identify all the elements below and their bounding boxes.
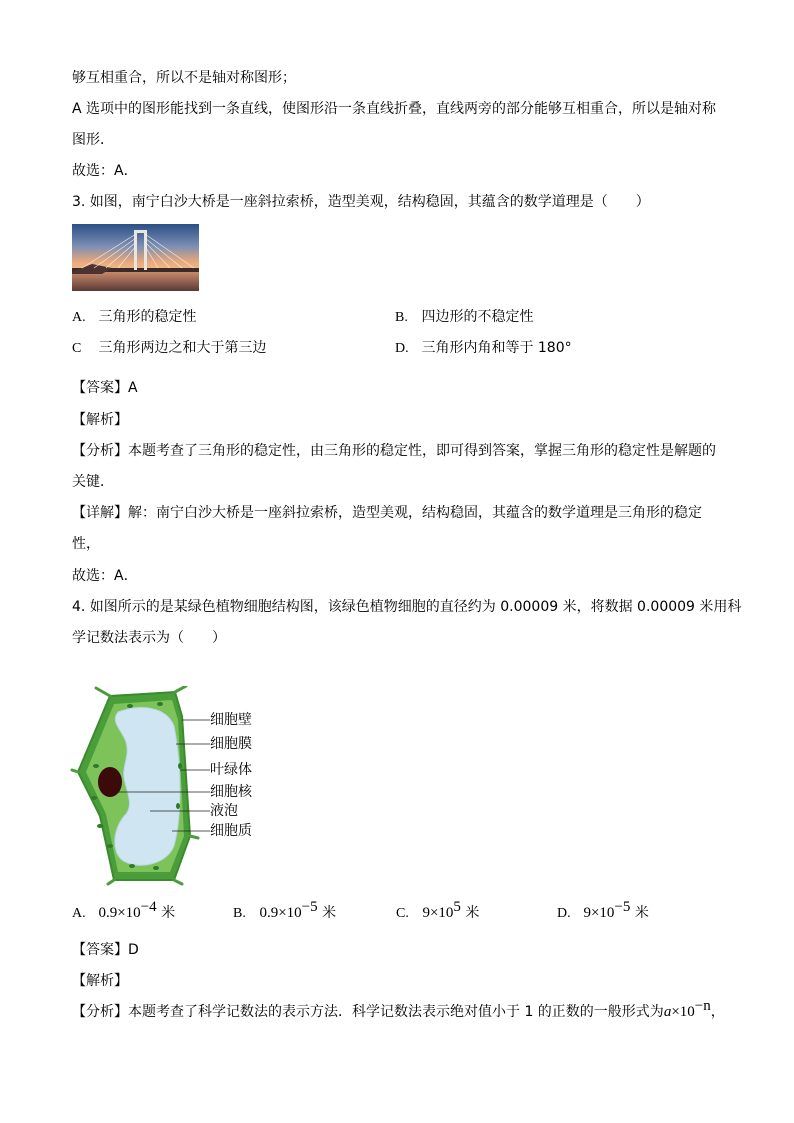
option-text: 三角形的稳定性 xyxy=(98,309,197,325)
option-letter: D. xyxy=(557,906,571,921)
option-unit: 米 xyxy=(161,905,176,921)
question-4-stem: 4. 如图所示的是某绿色植物细胞结构图，该绿色植物细胞的直径约为 0.00009 米，将数据 0.00009 米用科 xyxy=(72,599,742,615)
bridge-photo xyxy=(72,224,199,291)
option-text: 三角形两边之和大于第三边 xyxy=(98,340,267,356)
text-line: 够互相重合，所以不是轴对称图形； xyxy=(72,70,296,86)
conclusion-text: 故选：A． xyxy=(72,568,138,584)
option-text: 三角形内角和等于 180° xyxy=(421,340,572,356)
option-a xyxy=(72,899,176,924)
option-c xyxy=(72,338,266,359)
option-a xyxy=(72,307,196,328)
label-cell-membrane: 细胞膜 xyxy=(210,736,252,752)
formula-base: ×10 xyxy=(671,1004,695,1020)
question-4-stem: 学记数法表示为（ ） xyxy=(72,630,226,646)
option-c xyxy=(396,899,480,924)
answer-label: 【答案】D xyxy=(72,942,139,958)
option-exponent: 5 xyxy=(453,899,461,915)
option-letter: C. xyxy=(396,906,409,921)
option-b xyxy=(395,307,533,328)
question-3-stem: 3. 如图，南宁白沙大桥是一座斜拉索桥，造型美观，结构稳固，其蕴含的数学道理是（ ） xyxy=(72,194,650,210)
option-base: 9×10 xyxy=(422,905,454,921)
label-cell-wall: 细胞壁 xyxy=(210,712,252,728)
option-base: 9×10 xyxy=(583,905,615,921)
detail-text: 【详解】解：南宁白沙大桥是一座斜拉索桥，造型美观，结构稳固，其蕴含的数学道理是三角形的稳定 xyxy=(72,505,702,521)
answer-label: 【答案】A xyxy=(72,380,138,396)
option-unit: 米 xyxy=(465,905,480,921)
label-nucleus: 细胞核 xyxy=(210,784,252,800)
option-text: 四边形的不稳定性 xyxy=(421,309,534,325)
detail-text: 性， xyxy=(72,536,100,552)
option-unit: 米 xyxy=(634,905,649,921)
option-d xyxy=(557,899,649,924)
option-unit: 米 xyxy=(322,905,337,921)
analysis-title: 【解析】 xyxy=(72,412,128,428)
analysis-text: 【分析】本题考查了三角形的稳定性，由三角形的稳定性，即可得到答案，掌握三角形的稳定性是解题的 xyxy=(72,443,716,459)
label-cytoplasm: 细胞质 xyxy=(210,823,252,839)
analysis-text xyxy=(72,998,725,1022)
analysis-title: 【解析】 xyxy=(72,973,128,989)
option-letter: C xyxy=(72,341,82,356)
option-letter: B. xyxy=(233,906,246,921)
text-line: A 选项中的图形能找到一条直线，使图形沿一条直线折叠，直线两旁的部分能够互相重合，所以是轴对称 xyxy=(72,101,717,117)
analysis-sentence: 【分析】本题考查了科学记数法的表示方法．科学记数法表示绝对值小于 1 的正数的一般形式为 xyxy=(72,1004,664,1020)
label-chloroplast: 叶绿体 xyxy=(210,762,252,778)
option-letter: B. xyxy=(395,310,408,325)
formula-end: ， xyxy=(710,1004,725,1020)
formula-exponent: −n xyxy=(694,998,711,1014)
nucleus-shape xyxy=(98,767,122,797)
option-letter: A. xyxy=(72,906,86,921)
option-b xyxy=(233,899,337,924)
option-letter: D. xyxy=(395,341,409,356)
option-base: 0.9×10 xyxy=(98,905,141,921)
label-vacuole: 液泡 xyxy=(210,803,238,819)
formula-a: a xyxy=(663,1004,672,1020)
option-d xyxy=(395,338,572,359)
option-letter: A. xyxy=(72,310,86,325)
option-exponent: −4 xyxy=(140,899,157,915)
option-exponent: −5 xyxy=(614,899,631,915)
text-line: 图形． xyxy=(72,132,114,148)
text-line: 故选：A． xyxy=(72,163,138,179)
analysis-text: 关键． xyxy=(72,474,114,490)
option-base: 0.9×10 xyxy=(259,905,302,921)
option-exponent: −5 xyxy=(301,899,318,915)
